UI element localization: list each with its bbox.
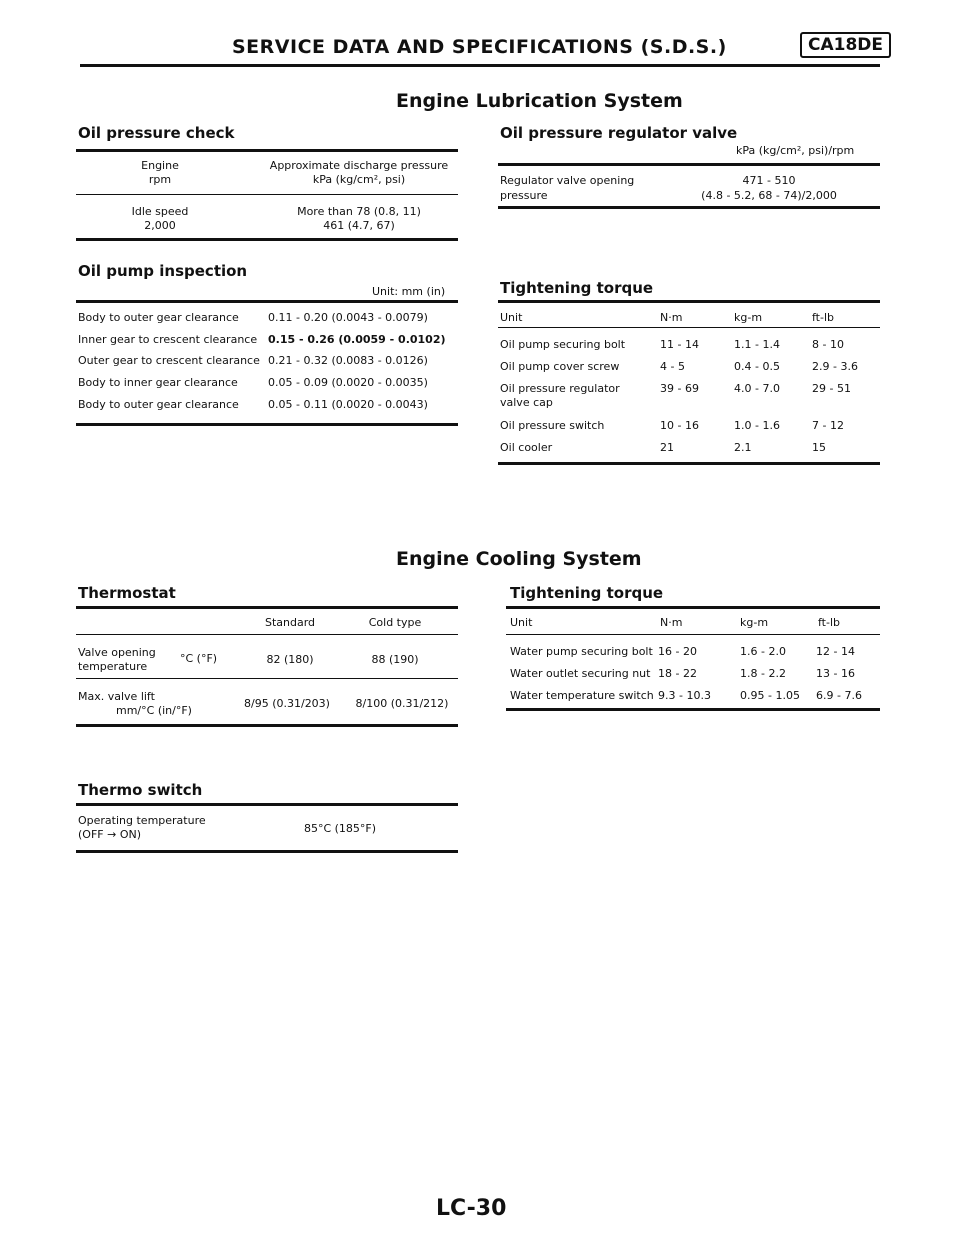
table-cell: valve cap [500,396,553,409]
rule [498,163,880,166]
table-cell: 9.3 - 10.3 [658,689,711,702]
thermostat-title: Thermostat [78,584,176,602]
table-cell: temperature [78,660,148,673]
table-cell: 2.1 [734,441,752,454]
table-cell: 8/100 (0.31/212) [355,697,449,710]
table-cell: 8/95 (0.31/203) [244,697,330,710]
col-header-ftlb: ft-lb [812,311,834,324]
table-cell: 2.9 - 3.6 [812,360,858,373]
table-cell: 16 - 20 [658,645,697,658]
rule [506,606,880,609]
table-cell: Regulator valve opening [500,174,635,187]
rule [498,206,880,209]
col-header-nm: N·m [660,311,683,324]
table-cell: 2,000 [144,219,176,232]
rule [76,300,458,303]
table-cell: 0.11 - 0.20 (0.0043 - 0.0079) [268,311,428,324]
col-header-unit: Unit [510,616,533,629]
table-cell: Valve opening [78,646,156,659]
cooling-section-title: Engine Cooling System [396,548,642,570]
table-cell: Water temperature switch [510,689,654,702]
table-cell: 29 - 51 [812,382,851,395]
table-cell: °C (°F) [180,652,218,665]
table-cell: 461 (4.7, 67) [323,219,395,232]
table-cell: Idle speed [131,205,189,218]
table-cell: 39 - 69 [660,382,699,395]
rule [498,327,880,328]
page-header-title: SERVICE DATA AND SPECIFICATIONS (S.D.S.) [232,36,727,58]
table-cell: 0.4 - 0.5 [734,360,780,373]
page-number: LC-30 [436,1196,507,1221]
table-cell: 18 - 22 [658,667,697,680]
table-cell: Oil pressure regulator [500,382,620,395]
table-cell: 0.05 - 0.09 (0.0020 - 0.0035) [268,376,428,389]
table-cell: Inner gear to crescent clearance [78,333,258,346]
table-cell: 0.21 - 0.32 (0.0083 - 0.0126) [268,354,428,367]
cool-torque-title: Tightening torque [510,584,664,602]
rule [76,149,458,152]
col-header-rpm: rpm [148,173,172,186]
rule [498,462,880,465]
table-cell: Oil pump securing bolt [500,338,626,351]
table-cell: Water outlet securing nut [510,667,651,680]
oil-pump-inspection-title: Oil pump inspection [78,262,248,280]
rule [76,678,458,679]
table-cell: 85°C (185°F) [303,822,377,835]
thermo-switch-title: Thermo switch [78,781,203,799]
table-cell: mm/°C (in/°F) [116,704,192,717]
table-cell: 0.95 - 1.05 [740,689,800,702]
table-cell: Oil pump cover screw [500,360,620,373]
table-cell: 10 - 16 [660,419,699,432]
table-cell: Oil pressure switch [500,419,605,432]
table-cell: 1.6 - 2.0 [740,645,786,658]
col-header-pressure: Approximate discharge pressure [269,159,449,172]
table-cell: 471 - 510 [742,174,796,187]
table-cell: Body to outer gear clearance [78,398,239,411]
lubrication-section-title: Engine Lubrication System [396,90,683,112]
rule [76,423,458,426]
table-cell: Operating temperature [78,814,206,827]
table-cell: Oil cooler [500,441,553,454]
col-header-standard: Standard [264,616,316,629]
rule [76,238,458,241]
table-cell: 4.0 - 7.0 [734,382,780,395]
table-cell: Water pump securing bolt [510,645,653,658]
table-cell: 12 - 14 [816,645,855,658]
table-cell: 1.1 - 1.4 [734,338,780,351]
table-cell: (4.8 - 5.2, 68 - 74)/2,000 [701,189,837,202]
table-cell: Outer gear to crescent clearance [78,354,260,367]
lub-torque-title: Tightening torque [500,279,654,297]
table-cell: Body to inner gear clearance [78,376,238,389]
table-cell: 88 (190) [371,653,419,666]
table-cell: (OFF → ON) [78,828,141,841]
col-header-cold-type: Cold type [368,616,422,629]
table-cell: 8 - 10 [812,338,844,351]
table-cell: Body to outer gear clearance [78,311,239,324]
oil-pressure-check-title: Oil pressure check [78,124,235,142]
table-cell: 15 [812,441,826,454]
rule [498,300,880,303]
unit-label: Unit: mm (in) [372,285,446,298]
table-cell: 7 - 12 [812,419,844,432]
table-cell: pressure [500,189,548,202]
col-header-unit: Unit [500,311,523,324]
rule [76,724,458,727]
table-cell: 21 [660,441,674,454]
table-cell: 11 - 14 [660,338,699,351]
rule [506,708,880,711]
table-cell: 6.9 - 7.6 [816,689,862,702]
table-cell: 1.0 - 1.6 [734,419,780,432]
rule [506,634,880,635]
table-cell: 1.8 - 2.2 [740,667,786,680]
table-cell: 0.15 - 0.26 (0.0059 - 0.0102) [268,333,446,346]
col-header-engine: Engine [141,159,179,172]
table-cell: Max. valve lift [78,690,155,703]
rule [76,194,458,195]
table-cell: More than 78 (0.8, 11) [297,205,421,218]
rule [76,850,458,853]
model-badge: CA18DE [800,32,891,58]
rule [76,634,458,635]
col-header-pressure-unit: kPa (kg/cm², psi) [312,173,406,186]
col-header-kgm: kg-m [740,616,769,629]
unit-label: kPa (kg/cm², psi)/rpm [736,144,855,157]
col-header-ftlb: ft-lb [818,616,840,629]
table-cell: 82 (180) [266,653,314,666]
rule [76,606,458,609]
regulator-valve-title: Oil pressure regulator valve [500,124,738,142]
col-header-kgm: kg-m [734,311,763,324]
table-cell: 0.05 - 0.11 (0.0020 - 0.0043) [268,398,428,411]
rule [76,803,458,806]
table-cell: 13 - 16 [816,667,855,680]
col-header-nm: N·m [660,616,683,629]
header-rule [80,64,880,67]
table-cell: 4 - 5 [660,360,685,373]
